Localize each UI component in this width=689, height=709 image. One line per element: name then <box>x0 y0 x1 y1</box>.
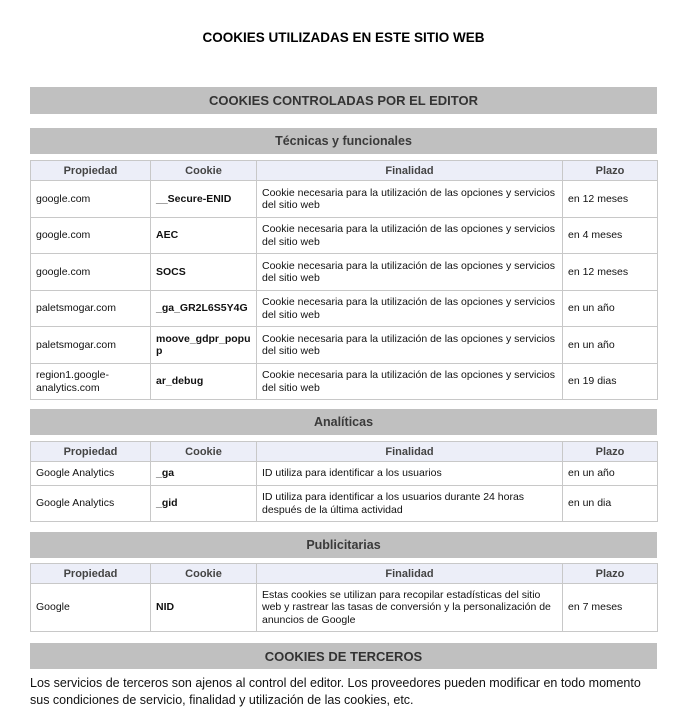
cell-plazo: en 12 meses <box>563 181 658 218</box>
column-header-cookie: Cookie <box>151 161 257 181</box>
column-header-plazo: Plazo <box>563 161 658 181</box>
table-header-row <box>31 161 658 181</box>
cell-plazo: en un año <box>563 327 658 364</box>
section-header-editor: COOKIES CONTROLADAS POR EL EDITOR <box>30 87 657 114</box>
cell-cookie: ar_debug <box>151 364 257 400</box>
cell-cookie: _gid <box>151 486 257 522</box>
cookies-table-publicitarias <box>30 563 658 632</box>
column-header-propiedad: Propiedad <box>31 564 151 584</box>
page-title: COOKIES UTILIZADAS EN ESTE SITIO WEB <box>202 30 485 45</box>
group-header-tecnicas: Técnicas y funcionales <box>30 128 657 154</box>
cell-finalidad: Cookie necesaria para la utilización de las opciones y servicios del sitio web <box>257 327 563 364</box>
cell-plazo: en 4 meses <box>563 218 658 254</box>
cell-cookie: _ga <box>151 462 257 486</box>
cell-propiedad: google.com <box>31 181 151 218</box>
cell-finalidad: Cookie necesaria para la utilización de las opciones y servicios del sitio web <box>257 291 563 327</box>
column-header-finalidad: Finalidad <box>257 161 563 181</box>
cell-cookie: NID <box>151 584 257 632</box>
table-header-row <box>31 442 658 462</box>
table-header-row <box>31 564 658 584</box>
group-header-analiticas: Analíticas <box>30 409 657 435</box>
column-header-cookie: Cookie <box>151 442 257 462</box>
group-header-publicitarias: Publicitarias <box>30 532 657 558</box>
cell-plazo: en un año <box>563 462 658 486</box>
cell-cookie: __Secure-ENID <box>151 181 257 218</box>
table-row <box>31 181 658 218</box>
cell-propiedad: Google <box>31 584 151 632</box>
cell-finalidad: ID utiliza para identificar a los usuarios <box>257 462 563 486</box>
cell-propiedad: Google Analytics <box>31 486 151 522</box>
cell-plazo: en 19 dias <box>563 364 658 400</box>
column-header-propiedad: Propiedad <box>31 442 151 462</box>
cell-propiedad: paletsmogar.com <box>31 291 151 327</box>
cell-plazo: en un dia <box>563 486 658 522</box>
cell-cookie: AEC <box>151 218 257 254</box>
cell-finalidad: Cookie necesaria para la utilización de las opciones y servicios del sitio web <box>257 181 563 218</box>
cell-plazo: en un año <box>563 291 658 327</box>
cookies-table-analiticas <box>30 441 658 522</box>
cell-propiedad: region1.google-analytics.com <box>31 364 151 400</box>
cell-cookie: _ga_GR2L6S5Y4G <box>151 291 257 327</box>
cell-finalidad: Estas cookies se utilizan para recopilar estadísticas del sitio web y rastrear las tasas de conversión y la personalización de anuncios de Google <box>257 584 563 632</box>
cell-propiedad: paletsmogar.com <box>31 327 151 364</box>
column-header-finalidad: Finalidad <box>257 442 563 462</box>
table-row <box>31 584 658 632</box>
cell-cookie: moove_gdpr_popup <box>151 327 257 364</box>
table-row <box>31 462 658 486</box>
table-row <box>31 486 658 522</box>
terceros-paragraph: Los servicios de terceros son ajenos al control del editor. Los proveedores pueden modificar en todo momento sus condiciones de servicio, finalidad y utilización de las cookies, etc. <box>30 676 641 707</box>
column-header-plazo: Plazo <box>563 442 658 462</box>
section-header-terceros: COOKIES DE TERCEROS <box>30 643 657 669</box>
cell-finalidad: Cookie necesaria para la utilización de las opciones y servicios del sitio web <box>257 254 563 291</box>
column-header-cookie: Cookie <box>151 564 257 584</box>
table-row <box>31 254 658 291</box>
table-row <box>31 218 658 254</box>
cell-plazo: en 12 meses <box>563 254 658 291</box>
cookies-table-tecnicas <box>30 160 658 400</box>
table-row <box>31 327 658 364</box>
cell-finalidad: ID utiliza para identificar a los usuarios durante 24 horas después de la última actividad <box>257 486 563 522</box>
column-header-propiedad: Propiedad <box>31 161 151 181</box>
cell-plazo: en 7 meses <box>563 584 658 632</box>
table-row <box>31 291 658 327</box>
cell-finalidad: Cookie necesaria para la utilización de las opciones y servicios del sitio web <box>257 364 563 400</box>
cell-cookie: SOCS <box>151 254 257 291</box>
table-row <box>31 364 658 400</box>
cell-propiedad: google.com <box>31 218 151 254</box>
column-header-plazo: Plazo <box>563 564 658 584</box>
cell-propiedad: Google Analytics <box>31 462 151 486</box>
column-header-finalidad: Finalidad <box>257 564 563 584</box>
cell-propiedad: google.com <box>31 254 151 291</box>
cell-finalidad: Cookie necesaria para la utilización de las opciones y servicios del sitio web <box>257 218 563 254</box>
